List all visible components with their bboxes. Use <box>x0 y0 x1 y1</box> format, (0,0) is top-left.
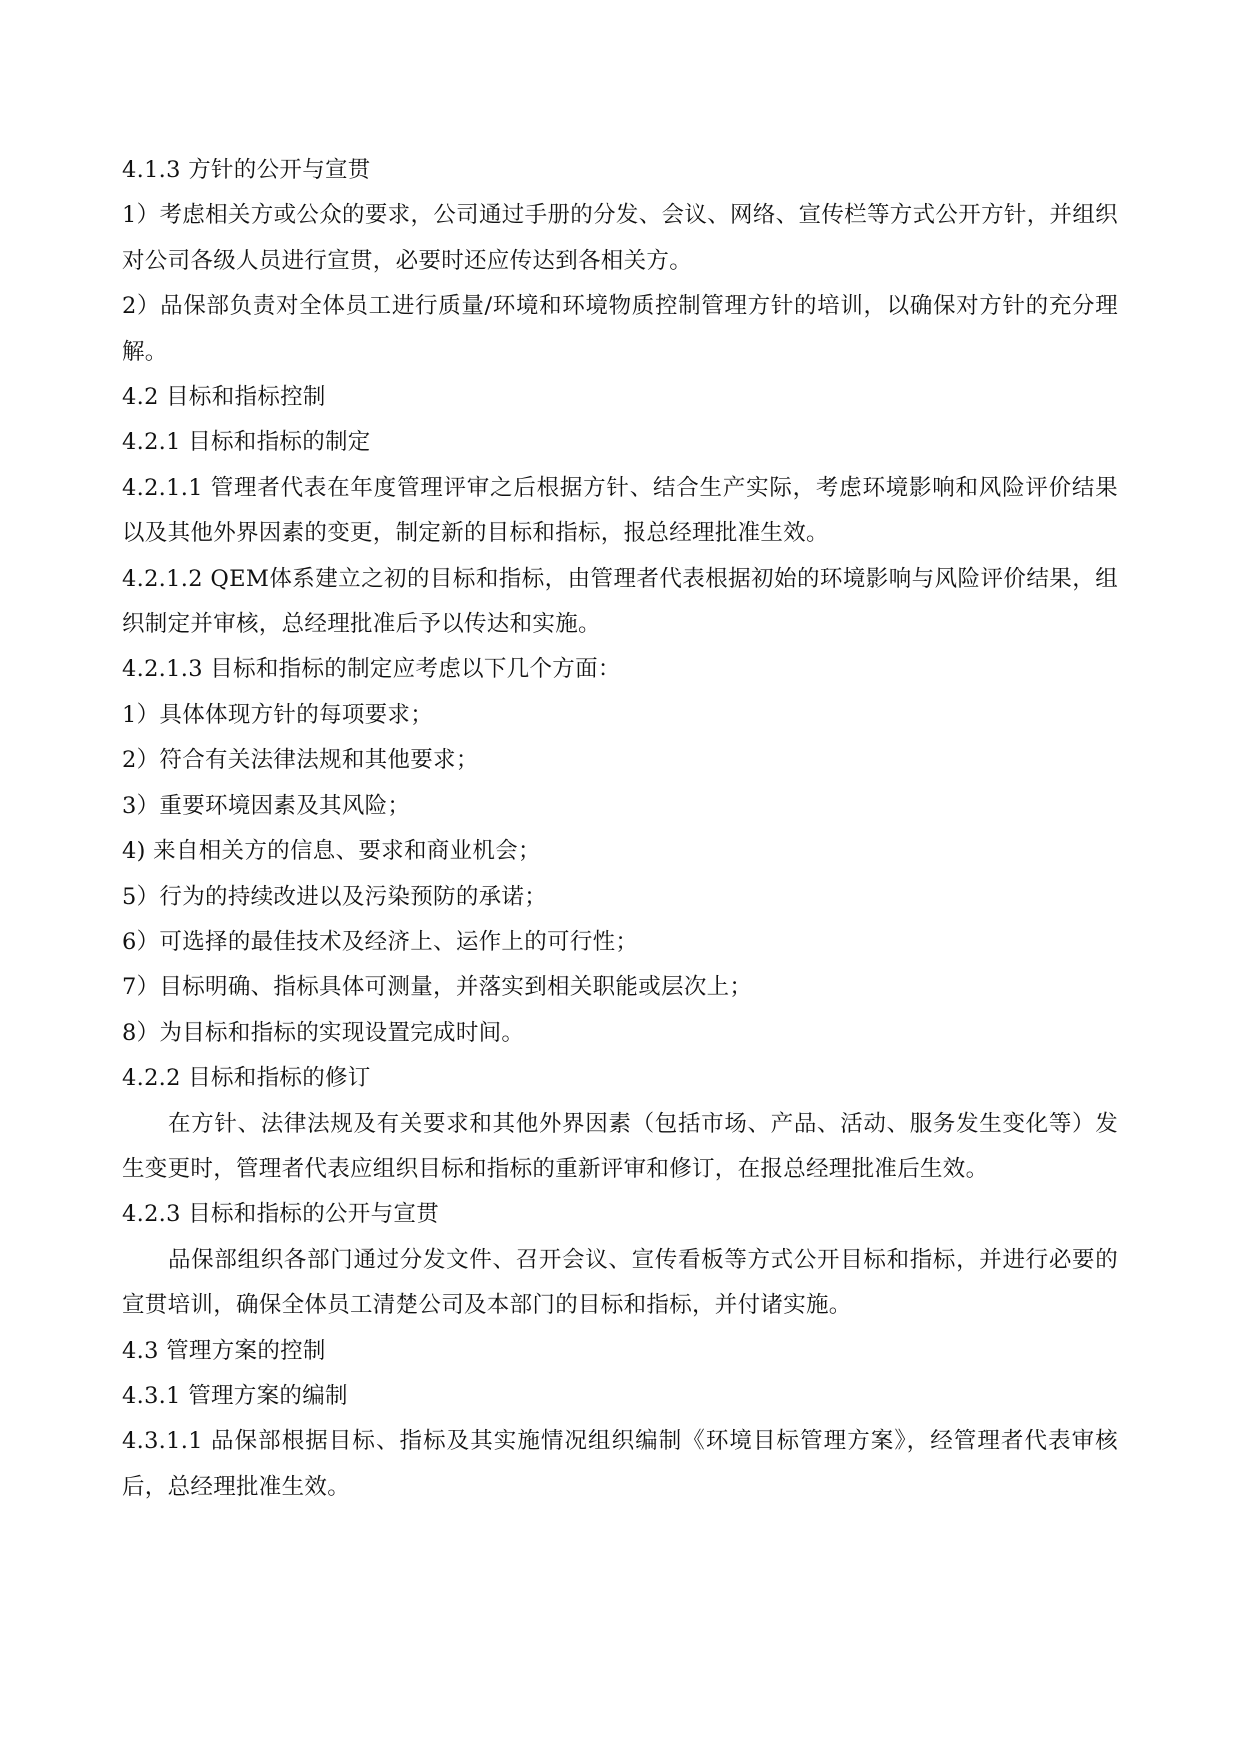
paragraph: 2）品保部负责对全体员工进行质量/环境和环境物质控制管理方针的培训，以确保对方针的充分理解。 <box>122 293 1118 365</box>
paragraph: 2）符合有关法律法规和其他要求； <box>122 747 479 774</box>
paragraph: 4.3.1 管理方案的编制 <box>122 1382 348 1409</box>
paragraph: 品保部组织各部门通过分发文件、召开会议、宣传看板等方式公开目标和指标，并进行必要的宣贯培训，确保全体员工清楚公司及本部门的目标和指标，并付诸实施。 <box>122 1246 1118 1319</box>
paragraph: 6）可选择的最佳技术及经济上、运作上的可行性； <box>122 928 639 955</box>
paragraph: 1）考虑相关方或公众的要求，公司通过手册的分发、会议、网络、宣传栏等方式公开方针，并组织对公司各级人员进行宣贯，必要时还应传达到各相关方。 <box>122 202 1118 274</box>
paragraph: 4.2.1 目标和指标的制定 <box>122 429 371 456</box>
paragraph: 4.2.1.3 目标和指标的制定应考虑以下几个方面： <box>122 656 621 683</box>
paragraph: 1）具体体现方针的每项要求； <box>122 701 434 728</box>
document-body <box>122 148 1118 1510</box>
paragraph: 5）行为的持续改进以及污染预防的承诺； <box>122 883 548 910</box>
paragraph: 4.2.1.2 QEM体系建立之初的目标和指标，由管理者代表根据初始的环境影响与风险评价结果，组织制定并审核，总经理批准后予以传达和实施。 <box>122 565 1118 638</box>
paragraph: 3）重要环境因素及其风险； <box>122 792 411 819</box>
paragraph: 4.3.1.1 品保部根据目标、指标及其实施情况组织编制《环境目标管理方案》，经管理者代表审核后，总经理批准生效。 <box>122 1428 1118 1500</box>
paragraph: 4.3 管理方案的控制 <box>122 1337 326 1364</box>
paragraph: 4.2.1.1 管理者代表在年度管理评审之后根据方针、结合生产实际，考虑环境影响和风险评价结果以及其他外界因素的变更，制定新的目标和指标，报总经理批准生效。 <box>122 474 1118 547</box>
paragraph: 4.2.3 目标和指标的公开与宣贯 <box>122 1201 440 1228</box>
paragraph: 4) 来自相关方的信息、要求和商业机会； <box>122 838 541 865</box>
paragraph: 4.2 目标和指标控制 <box>122 384 326 411</box>
paragraph: 4.1.3 方针的公开与宣贯 <box>122 157 371 183</box>
paragraph: 8）为目标和指标的实现设置完成时间。 <box>122 1019 525 1046</box>
paragraph: 在方针、法律法规及有关要求和其他外界因素（包括市场、产品、活动、服务发生变化等）发生变更时，管理者代表应组织目标和指标的重新评审和修订，在报总经理批准后生效。 <box>122 1110 1118 1182</box>
paragraph: 4.2.2 目标和指标的修订 <box>122 1065 371 1092</box>
paragraph: 7）目标明确、指标具体可测量，并落实到相关职能或层次上； <box>122 974 753 1001</box>
